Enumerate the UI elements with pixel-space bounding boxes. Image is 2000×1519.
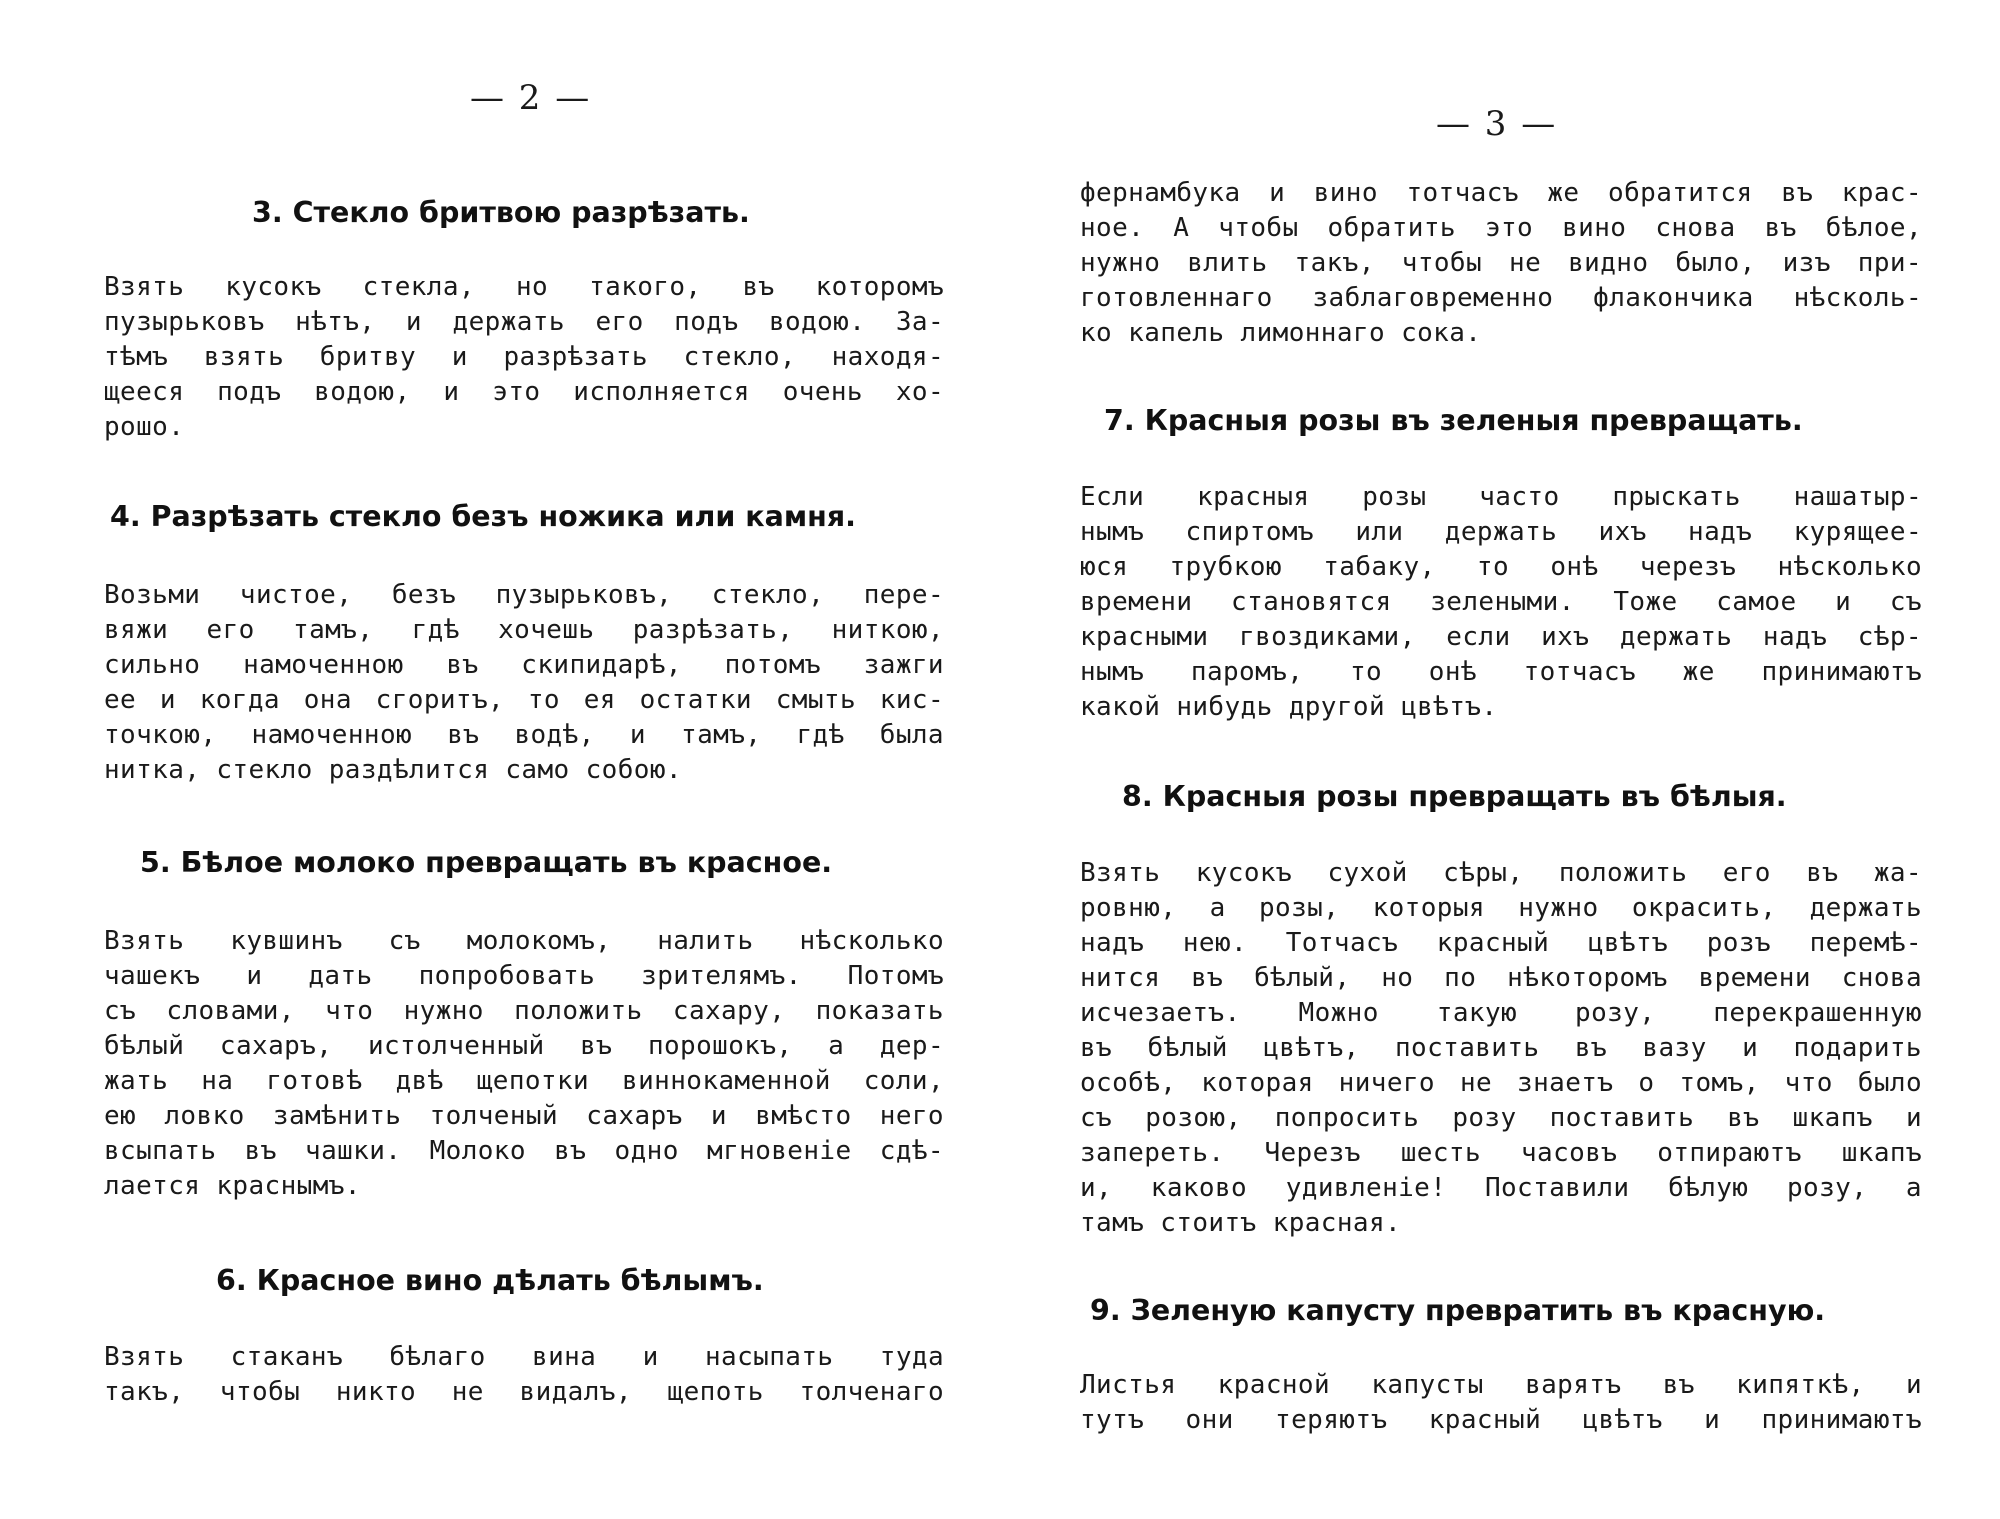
text-line: такъ, чтобы никто не видалъ, щепоть толченаго: [104, 1377, 944, 1407]
text-line: тамъ стоитъ красная.: [1080, 1208, 1402, 1238]
text-line: фернамбука и вино тотчасъ же обратится въ крас-: [1080, 178, 1922, 208]
text-line: Взять стаканъ бѣлаго вина и насыпать туда: [104, 1342, 944, 1372]
text-line: и, каково удивленіе! Поставили бѣлую розу, а: [1080, 1173, 1922, 1203]
section-paragraph: [104, 924, 944, 1204]
section-paragraph: [1080, 856, 1922, 1241]
text-line: нужно влить такъ, чтобы не видно было, изъ при-: [1080, 248, 1922, 278]
text-line: тѣмъ взять бритву и разрѣзать стекло, находя-: [104, 342, 944, 372]
text-line: точкою, намоченною въ водѣ, и тамъ, гдѣ была: [104, 720, 944, 750]
text-line: чашекъ и дать попробовать зрителямъ. Потомъ: [104, 961, 944, 991]
text-line: вяжи его тамъ, гдѣ хочешь разрѣзать, ниткою,: [104, 615, 944, 645]
continuation-paragraph: [1080, 176, 1922, 351]
text-line: ею ловко замѣнить толченый сахаръ и вмѣсто него: [104, 1101, 944, 1131]
section-paragraph: [1080, 1368, 1922, 1438]
text-line: съ словами, что нужно положить сахару, показать: [104, 996, 944, 1026]
section-heading: 7. Красныя розы въ зеленыя превращать.: [1104, 404, 1803, 437]
text-line: красными гвоздиками, если ихъ держать надъ сѣр-: [1080, 622, 1922, 652]
right-page: [1000, 0, 2000, 1519]
text-line: Взять кусокъ сухой сѣры, положить его въ жа-: [1080, 858, 1922, 888]
text-line: Взять кусокъ стекла, но такого, въ которомъ: [104, 272, 944, 302]
text-line: Если красныя розы часто прыскать нашатыр-: [1080, 482, 1922, 512]
page-number: — 3 —: [1436, 104, 1558, 144]
section-paragraph: [104, 270, 944, 445]
text-line: сильно намоченною въ скипидарѣ, потомъ зажги: [104, 650, 944, 680]
text-line: рошо.: [104, 412, 185, 442]
text-line: особѣ, которая ничего не знаетъ о томъ, что было: [1080, 1068, 1922, 1098]
text-line: бѣлый сахаръ, истолченный въ порошокъ, а дер-: [104, 1031, 944, 1061]
text-line: Взять кувшинъ съ молокомъ, налить нѣсколько: [104, 926, 944, 956]
text-line: готовленнаго заблаговременно флакончика нѣсколь-: [1080, 283, 1922, 313]
text-line: пузырьковъ нѣтъ, и держать его подъ водою. За-: [104, 307, 944, 337]
text-line: лается краснымъ.: [104, 1171, 361, 1201]
text-line: тутъ они теряютъ красный цвѣтъ и принимаютъ: [1080, 1405, 1922, 1435]
text-line: исчезаетъ. Можно такую розу, перекрашенную: [1080, 998, 1922, 1028]
section-paragraph: [1080, 480, 1922, 725]
section-heading: 4. Разрѣзать стекло безъ ножика или камня.: [110, 500, 856, 533]
section-heading: 3. Стекло бритвою разрѣзать.: [252, 196, 750, 229]
text-line: жать на готовѣ двѣ щепотки виннокаменной соли,: [104, 1066, 944, 1096]
text-line: нымъ паромъ, то онѣ тотчасъ же принимаютъ: [1080, 657, 1922, 687]
text-line: ко капель лимоннаго сока.: [1080, 318, 1482, 348]
section-paragraph: [104, 578, 944, 788]
text-line: нитка, стекло раздѣлится само собою.: [104, 755, 682, 785]
section-heading: 6. Красное вино дѣлать бѣлымъ.: [216, 1264, 764, 1297]
text-line: всыпать въ чашки. Молоко въ одно мгновеніе сдѣ-: [104, 1136, 944, 1166]
text-line: съ розою, попросить розу поставить въ шкапъ и: [1080, 1103, 1922, 1133]
text-line: какой нибудь другой цвѣтъ.: [1080, 692, 1498, 722]
section-heading: 8. Красныя розы превращать въ бѣлыя.: [1122, 780, 1787, 813]
text-line: въ бѣлый цвѣтъ, поставить въ вазу и подарить: [1080, 1033, 1922, 1063]
text-line: Листья красной капусты варятъ въ кипяткѣ, и: [1080, 1370, 1922, 1400]
text-line: ное. А чтобы обратить это вино снова въ бѣлое,: [1080, 213, 1922, 243]
text-line: ее и когда она сгоритъ, то ея остатки смыть кис-: [104, 685, 944, 715]
section-heading: 5. Бѣлое молоко превращать въ красное.: [140, 846, 833, 879]
text-line: надъ нею. Тотчасъ красный цвѣтъ розъ перемѣ-: [1080, 928, 1922, 958]
text-line: запереть. Черезъ шесть часовъ отпираютъ шкапъ: [1080, 1138, 1922, 1168]
section-paragraph: [104, 1340, 944, 1410]
text-line: юся трубкою табаку, то онѣ черезъ нѣсколько: [1080, 552, 1922, 582]
text-line: нится въ бѣлый, но по нѣкоторомъ времени снова: [1080, 963, 1922, 993]
section-heading: 9. Зеленую капусту превратить въ красную.: [1090, 1294, 1826, 1327]
text-line: нымъ спиртомъ или держать ихъ надъ курящее-: [1080, 517, 1922, 547]
text-line: щееся подъ водою, и это исполняется очень хо-: [104, 377, 944, 407]
page-number: — 2 —: [470, 78, 592, 118]
text-line: Возьми чистое, безъ пузырьковъ, стекло, пере-: [104, 580, 944, 610]
text-line: времени становятся зелеными. Тоже самое и съ: [1080, 587, 1922, 617]
text-line: ровню, а розы, которыя нужно окрасить, держать: [1080, 893, 1922, 923]
